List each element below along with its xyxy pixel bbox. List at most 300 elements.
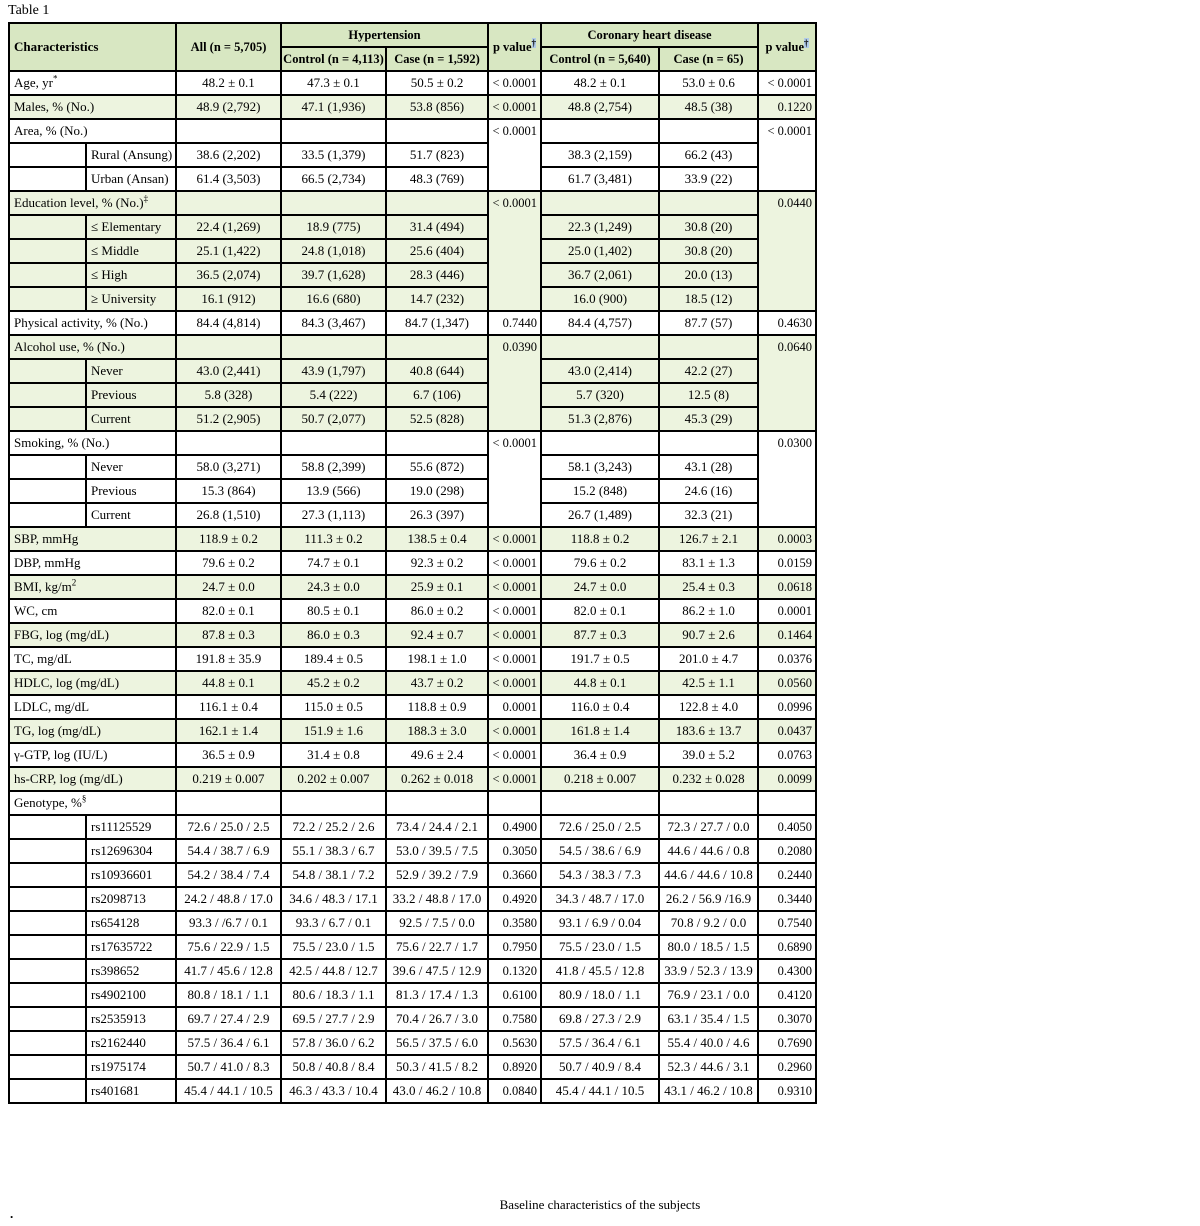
table-row bbox=[9, 455, 816, 479]
cell-all: 43.0 (2,441) bbox=[176, 359, 281, 383]
dagger-icon: † bbox=[804, 37, 809, 48]
cell-ht-case bbox=[386, 431, 488, 455]
row-indent-cell bbox=[9, 287, 86, 311]
cell-chd-control: 41.8 / 45.5 / 12.8 bbox=[541, 959, 659, 983]
row-label: WC, cm bbox=[9, 599, 176, 623]
table-row bbox=[9, 287, 816, 311]
cell-all: 5.8 (328) bbox=[176, 383, 281, 407]
cell-p-value-ht: < 0.0001 bbox=[488, 527, 541, 551]
cell-chd-case: 33.9 / 52.3 / 13.9 bbox=[659, 959, 758, 983]
label-superscript: * bbox=[53, 73, 58, 84]
cell-chd-case: 30.8 (20) bbox=[659, 239, 758, 263]
cell-all: 72.6 / 25.0 / 2.5 bbox=[176, 815, 281, 839]
cell-chd-case: 43.1 (28) bbox=[659, 455, 758, 479]
cell-all: 79.6 ± 0.2 bbox=[176, 551, 281, 575]
row-sublabel: rs2098713 bbox=[86, 887, 176, 911]
cell-chd-case: 126.7 ± 2.1 bbox=[659, 527, 758, 551]
cell-ht-case: 55.6 (872) bbox=[386, 455, 488, 479]
cell-ht-case bbox=[386, 335, 488, 359]
cell-chd-case: 183.6 ± 13.7 bbox=[659, 719, 758, 743]
row-sublabel: ≤ High bbox=[86, 263, 176, 287]
table-row bbox=[9, 959, 816, 983]
cell-ht-control: 93.3 / 6.7 / 0.1 bbox=[281, 911, 386, 935]
table-row bbox=[9, 407, 816, 431]
cell-ht-case: 40.8 (644) bbox=[386, 359, 488, 383]
cell-all: 191.8 ± 35.9 bbox=[176, 647, 281, 671]
row-label: hs-CRP, log (mg/dL) bbox=[9, 767, 176, 791]
cell-chd-control: 118.8 ± 0.2 bbox=[541, 527, 659, 551]
cell-all: 22.4 (1,269) bbox=[176, 215, 281, 239]
cell-chd-case bbox=[659, 791, 758, 815]
cell-chd-control: 48.8 (2,754) bbox=[541, 95, 659, 119]
p-value-label: p value bbox=[765, 39, 805, 54]
cell-ht-case: 84.7 (1,347) bbox=[386, 311, 488, 335]
row-indent-cell bbox=[9, 935, 86, 959]
cell-p-value-chd: 0.7540 bbox=[758, 911, 816, 935]
cell-chd-control: 50.7 / 40.9 / 8.4 bbox=[541, 1055, 659, 1079]
cell-chd-control: 61.7 (3,481) bbox=[541, 167, 659, 191]
row-indent-cell bbox=[9, 239, 86, 263]
row-sublabel: Previous bbox=[86, 383, 176, 407]
table-row bbox=[9, 815, 816, 839]
cell-chd-control: 54.3 / 38.3 / 7.3 bbox=[541, 863, 659, 887]
cell-ht-control: 24.8 (1,018) bbox=[281, 239, 386, 263]
p-value-label: p value bbox=[492, 39, 532, 54]
cell-p-value-chd: 0.0001 bbox=[758, 599, 816, 623]
cell-all: 0.219 ± 0.007 bbox=[176, 767, 281, 791]
header-ht-control: Control (n = 4,113) bbox=[281, 47, 386, 71]
cell-all: 57.5 / 36.4 / 6.1 bbox=[176, 1031, 281, 1055]
cell-p-value-ht: 0.4920 bbox=[488, 887, 541, 911]
cell-p-value-ht: < 0.0001 bbox=[488, 551, 541, 575]
cell-ht-control: 80.6 / 18.3 / 1.1 bbox=[281, 983, 386, 1007]
table-row bbox=[9, 887, 816, 911]
cell-chd-case: 42.2 (27) bbox=[659, 359, 758, 383]
cell-chd-control: 191.7 ± 0.5 bbox=[541, 647, 659, 671]
table-row bbox=[9, 359, 816, 383]
cell-ht-control: 39.7 (1,628) bbox=[281, 263, 386, 287]
row-indent-cell bbox=[9, 383, 86, 407]
cell-ht-control: 16.6 (680) bbox=[281, 287, 386, 311]
row-indent-cell bbox=[9, 863, 86, 887]
table-row bbox=[9, 599, 816, 623]
cell-chd-case: 76.9 / 23.1 / 0.0 bbox=[659, 983, 758, 1007]
cell-p-value-chd: 0.0560 bbox=[758, 671, 816, 695]
row-indent-cell bbox=[9, 503, 86, 527]
cell-chd-case: 30.8 (20) bbox=[659, 215, 758, 239]
header-hypertension: Hypertension bbox=[281, 23, 488, 47]
cell-p-value-chd: 0.3070 bbox=[758, 1007, 816, 1031]
row-indent-cell bbox=[9, 167, 86, 191]
cell-ht-case: 118.8 ± 0.9 bbox=[386, 695, 488, 719]
cell-ht-control: 50.7 (2,077) bbox=[281, 407, 386, 431]
cell-p-value-chd: 0.0618 bbox=[758, 575, 816, 599]
row-sublabel: Current bbox=[86, 503, 176, 527]
table-row bbox=[9, 1007, 816, 1031]
cell-p-value-chd: 0.0003 bbox=[758, 527, 816, 551]
row-sublabel: rs17635722 bbox=[86, 935, 176, 959]
cell-p-value-ht: < 0.0001 bbox=[488, 431, 541, 527]
row-sublabel: rs2535913 bbox=[86, 1007, 176, 1031]
cell-chd-case: 24.6 (16) bbox=[659, 479, 758, 503]
cell-p-value-ht: 0.5630 bbox=[488, 1031, 541, 1055]
cell-p-value-ht: < 0.0001 bbox=[488, 671, 541, 695]
row-indent-cell bbox=[9, 407, 86, 431]
cell-all: 51.2 (2,905) bbox=[176, 407, 281, 431]
cell-chd-control: 44.8 ± 0.1 bbox=[541, 671, 659, 695]
cell-chd-control: 25.0 (1,402) bbox=[541, 239, 659, 263]
cell-ht-control: 34.6 / 48.3 / 17.1 bbox=[281, 887, 386, 911]
table-row bbox=[9, 311, 816, 335]
cell-p-value-ht: < 0.0001 bbox=[488, 647, 541, 671]
table-row bbox=[9, 791, 816, 815]
row-label: FBG, log (mg/dL) bbox=[9, 623, 176, 647]
cell-ht-case: 48.3 (769) bbox=[386, 167, 488, 191]
cell-p-value-ht bbox=[488, 791, 541, 815]
cell-all: 69.7 / 27.4 / 2.9 bbox=[176, 1007, 281, 1031]
cell-p-value-ht: 0.7580 bbox=[488, 1007, 541, 1031]
header-p-value-chd bbox=[758, 23, 816, 71]
cell-chd-case: 44.6 / 44.6 / 0.8 bbox=[659, 839, 758, 863]
cell-p-value-ht: 0.3050 bbox=[488, 839, 541, 863]
cell-p-value-ht: 0.6100 bbox=[488, 983, 541, 1007]
cell-ht-control: 189.4 ± 0.5 bbox=[281, 647, 386, 671]
cell-ht-control: 31.4 ± 0.8 bbox=[281, 743, 386, 767]
table-row bbox=[9, 503, 816, 527]
row-label: Age, yr* bbox=[9, 71, 176, 95]
row-sublabel: rs2162440 bbox=[86, 1031, 176, 1055]
cell-ht-control: 69.5 / 27.7 / 2.9 bbox=[281, 1007, 386, 1031]
cell-chd-control: 38.3 (2,159) bbox=[541, 143, 659, 167]
cell-p-value-chd: 0.0763 bbox=[758, 743, 816, 767]
cell-ht-control: 27.3 (1,113) bbox=[281, 503, 386, 527]
cell-ht-case: 43.7 ± 0.2 bbox=[386, 671, 488, 695]
cell-chd-control: 16.0 (900) bbox=[541, 287, 659, 311]
cell-chd-control: 84.4 (4,757) bbox=[541, 311, 659, 335]
cell-chd-case: 90.7 ± 2.6 bbox=[659, 623, 758, 647]
row-sublabel: ≥ University bbox=[86, 287, 176, 311]
row-label: Alcohol use, % (No.) bbox=[9, 335, 176, 359]
cell-ht-control: 47.1 (1,936) bbox=[281, 95, 386, 119]
cell-all: 84.4 (4,814) bbox=[176, 311, 281, 335]
cell-all: 45.4 / 44.1 / 10.5 bbox=[176, 1079, 281, 1103]
cell-all: 15.3 (864) bbox=[176, 479, 281, 503]
cell-all: 118.9 ± 0.2 bbox=[176, 527, 281, 551]
cell-p-value-chd: 0.4630 bbox=[758, 311, 816, 335]
cell-chd-case: 70.8 / 9.2 / 0.0 bbox=[659, 911, 758, 935]
header-ht-case: Case (n = 1,592) bbox=[386, 47, 488, 71]
cell-ht-case: 92.4 ± 0.7 bbox=[386, 623, 488, 647]
cell-p-value-ht: 0.0840 bbox=[488, 1079, 541, 1103]
table-row bbox=[9, 671, 816, 695]
cell-chd-control: 0.218 ± 0.007 bbox=[541, 767, 659, 791]
cell-ht-control: 5.4 (222) bbox=[281, 383, 386, 407]
table-row bbox=[9, 479, 816, 503]
table-row bbox=[9, 143, 816, 167]
row-label: TC, mg/dL bbox=[9, 647, 176, 671]
cell-ht-control: 24.3 ± 0.0 bbox=[281, 575, 386, 599]
cell-p-value-ht: < 0.0001 bbox=[488, 743, 541, 767]
table-row bbox=[9, 695, 816, 719]
cell-chd-case: 72.3 / 27.7 / 0.0 bbox=[659, 815, 758, 839]
cell-ht-control: 46.3 / 43.3 / 10.4 bbox=[281, 1079, 386, 1103]
cell-chd-control: 161.8 ± 1.4 bbox=[541, 719, 659, 743]
row-indent-cell bbox=[9, 911, 86, 935]
header-chd-control: Control (n = 5,640) bbox=[541, 47, 659, 71]
cell-all: 24.7 ± 0.0 bbox=[176, 575, 281, 599]
row-label: SBP, mmHg bbox=[9, 527, 176, 551]
table-row bbox=[9, 167, 816, 191]
cell-ht-case: 53.8 (856) bbox=[386, 95, 488, 119]
cell-ht-case bbox=[386, 191, 488, 215]
cell-p-value-chd: 0.0996 bbox=[758, 695, 816, 719]
cell-chd-case: 86.2 ± 1.0 bbox=[659, 599, 758, 623]
cell-chd-control: 34.3 / 48.7 / 17.0 bbox=[541, 887, 659, 911]
cell-all bbox=[176, 119, 281, 143]
row-sublabel: rs4902100 bbox=[86, 983, 176, 1007]
cell-chd-case: 26.2 / 56.9 /16.9 bbox=[659, 887, 758, 911]
table-row bbox=[9, 719, 816, 743]
row-sublabel: rs398652 bbox=[86, 959, 176, 983]
header-all: All (n = 5,705) bbox=[176, 23, 281, 71]
cell-ht-case: 52.9 / 39.2 / 7.9 bbox=[386, 863, 488, 887]
row-sublabel: rs10936601 bbox=[86, 863, 176, 887]
row-sublabel: Previous bbox=[86, 479, 176, 503]
row-sublabel: ≤ Elementary bbox=[86, 215, 176, 239]
cell-chd-control: 58.1 (3,243) bbox=[541, 455, 659, 479]
cell-all bbox=[176, 335, 281, 359]
table-row bbox=[9, 983, 816, 1007]
cell-ht-case: 33.2 / 48.8 / 17.0 bbox=[386, 887, 488, 911]
row-label: γ-GTP, log (IU/L) bbox=[9, 743, 176, 767]
cell-all: 87.8 ± 0.3 bbox=[176, 623, 281, 647]
cell-p-value-chd: 0.4300 bbox=[758, 959, 816, 983]
table-row bbox=[9, 119, 816, 143]
cell-ht-control: 42.5 / 44.8 / 12.7 bbox=[281, 959, 386, 983]
cell-p-value-ht: < 0.0001 bbox=[488, 71, 541, 95]
table-row bbox=[9, 1079, 816, 1103]
cell-ht-control: 55.1 / 38.3 / 6.7 bbox=[281, 839, 386, 863]
cell-ht-case: 53.0 / 39.5 / 7.5 bbox=[386, 839, 488, 863]
cell-p-value-ht: 0.4900 bbox=[488, 815, 541, 839]
table-row bbox=[9, 95, 816, 119]
cell-chd-control: 36.4 ± 0.9 bbox=[541, 743, 659, 767]
row-sublabel: rs1975174 bbox=[86, 1055, 176, 1079]
cell-p-value-ht: < 0.0001 bbox=[488, 719, 541, 743]
stray-period: . bbox=[10, 1206, 14, 1221]
cell-ht-control: 75.5 / 23.0 / 1.5 bbox=[281, 935, 386, 959]
cell-chd-control: 24.7 ± 0.0 bbox=[541, 575, 659, 599]
cell-chd-control: 57.5 / 36.4 / 6.1 bbox=[541, 1031, 659, 1055]
cell-chd-control: 79.6 ± 0.2 bbox=[541, 551, 659, 575]
row-label: TG, log (mg/dL) bbox=[9, 719, 176, 743]
cell-p-value-chd: 0.7690 bbox=[758, 1031, 816, 1055]
cell-ht-control: 74.7 ± 0.1 bbox=[281, 551, 386, 575]
row-label: Education level, % (No.)‡ bbox=[9, 191, 176, 215]
table-header bbox=[9, 23, 816, 71]
cell-chd-control: 54.5 / 38.6 / 6.9 bbox=[541, 839, 659, 863]
cell-ht-control: 115.0 ± 0.5 bbox=[281, 695, 386, 719]
table-row bbox=[9, 71, 816, 95]
table-row bbox=[9, 623, 816, 647]
cell-chd-control bbox=[541, 431, 659, 455]
cell-all: 162.1 ± 1.4 bbox=[176, 719, 281, 743]
cell-ht-control: 13.9 (566) bbox=[281, 479, 386, 503]
cell-all: 38.6 (2,202) bbox=[176, 143, 281, 167]
cell-p-value-chd: 0.0300 bbox=[758, 431, 816, 527]
table-row bbox=[9, 647, 816, 671]
cell-p-value-ht: 0.3660 bbox=[488, 863, 541, 887]
cell-ht-control: 84.3 (3,467) bbox=[281, 311, 386, 335]
cell-ht-control: 72.2 / 25.2 / 2.6 bbox=[281, 815, 386, 839]
cell-all: 80.8 / 18.1 / 1.1 bbox=[176, 983, 281, 1007]
cell-p-value-ht: 0.1320 bbox=[488, 959, 541, 983]
cell-chd-control: 75.5 / 23.0 / 1.5 bbox=[541, 935, 659, 959]
cell-ht-case: 92.5 / 7.5 / 0.0 bbox=[386, 911, 488, 935]
table-row bbox=[9, 911, 816, 935]
row-label: DBP, mmHg bbox=[9, 551, 176, 575]
page-title: Table 1 bbox=[8, 3, 50, 18]
label-superscript: ‡ bbox=[143, 193, 149, 204]
cell-p-value-ht: 0.7950 bbox=[488, 935, 541, 959]
cell-ht-control: 151.9 ± 1.6 bbox=[281, 719, 386, 743]
row-indent-cell bbox=[9, 815, 86, 839]
cell-chd-control bbox=[541, 191, 659, 215]
cell-chd-case: 43.1 / 46.2 / 10.8 bbox=[659, 1079, 758, 1103]
cell-all: 116.1 ± 0.4 bbox=[176, 695, 281, 719]
cell-ht-case: 188.3 ± 3.0 bbox=[386, 719, 488, 743]
cell-chd-case: 48.5 (38) bbox=[659, 95, 758, 119]
cell-chd-control: 116.0 ± 0.4 bbox=[541, 695, 659, 719]
cell-all: 82.0 ± 0.1 bbox=[176, 599, 281, 623]
cell-p-value-chd: 0.9310 bbox=[758, 1079, 816, 1103]
cell-chd-case: 53.0 ± 0.6 bbox=[659, 71, 758, 95]
cell-p-value-chd: 0.6890 bbox=[758, 935, 816, 959]
row-sublabel: Never bbox=[86, 455, 176, 479]
row-indent-cell bbox=[9, 959, 86, 983]
cell-p-value-ht: 0.7440 bbox=[488, 311, 541, 335]
row-indent-cell bbox=[9, 1079, 86, 1103]
row-indent-cell bbox=[9, 359, 86, 383]
table-row bbox=[9, 239, 816, 263]
cell-ht-control: 50.8 / 40.8 / 8.4 bbox=[281, 1055, 386, 1079]
cell-ht-case: 75.6 / 22.7 / 1.7 bbox=[386, 935, 488, 959]
header-characteristics: Characteristics bbox=[9, 23, 176, 71]
cell-p-value-ht: < 0.0001 bbox=[488, 575, 541, 599]
cell-all: 44.8 ± 0.1 bbox=[176, 671, 281, 695]
cell-chd-case: 32.3 (21) bbox=[659, 503, 758, 527]
cell-ht-case: 26.3 (397) bbox=[386, 503, 488, 527]
cell-p-value-chd: 0.2080 bbox=[758, 839, 816, 863]
cell-ht-case: 50.3 / 41.5 / 8.2 bbox=[386, 1055, 488, 1079]
cell-p-value-chd: 0.4120 bbox=[758, 983, 816, 1007]
cell-all: 36.5 (2,074) bbox=[176, 263, 281, 287]
cell-all: 26.8 (1,510) bbox=[176, 503, 281, 527]
row-indent-cell bbox=[9, 1031, 86, 1055]
cell-all: 48.9 (2,792) bbox=[176, 95, 281, 119]
row-indent-cell bbox=[9, 839, 86, 863]
table-row bbox=[9, 935, 816, 959]
cell-chd-case: 45.3 (29) bbox=[659, 407, 758, 431]
cell-ht-case: 28.3 (446) bbox=[386, 263, 488, 287]
cell-chd-case: 0.232 ± 0.028 bbox=[659, 767, 758, 791]
table-row bbox=[9, 1055, 816, 1079]
cell-chd-case bbox=[659, 335, 758, 359]
cell-chd-case: 42.5 ± 1.1 bbox=[659, 671, 758, 695]
cell-p-value-chd: 0.1220 bbox=[758, 95, 816, 119]
cell-chd-case: 39.0 ± 5.2 bbox=[659, 743, 758, 767]
cell-ht-control: 54.8 / 38.1 / 7.2 bbox=[281, 863, 386, 887]
cell-chd-case: 52.3 / 44.6 / 3.1 bbox=[659, 1055, 758, 1079]
cell-all bbox=[176, 191, 281, 215]
cell-chd-control: 82.0 ± 0.1 bbox=[541, 599, 659, 623]
cell-p-value-ht: 0.8920 bbox=[488, 1055, 541, 1079]
cell-ht-control: 80.5 ± 0.1 bbox=[281, 599, 386, 623]
cell-chd-control: 22.3 (1,249) bbox=[541, 215, 659, 239]
cell-ht-case: 86.0 ± 0.2 bbox=[386, 599, 488, 623]
cell-p-value-chd: 0.0437 bbox=[758, 719, 816, 743]
cell-ht-control: 47.3 ± 0.1 bbox=[281, 71, 386, 95]
cell-ht-case: 138.5 ± 0.4 bbox=[386, 527, 488, 551]
cell-ht-case: 0.262 ± 0.018 bbox=[386, 767, 488, 791]
row-label: BMI, $kg/m^2$ bbox=[9, 575, 176, 599]
cell-chd-case: 33.9 (22) bbox=[659, 167, 758, 191]
cell-chd-case: 20.0 (13) bbox=[659, 263, 758, 287]
cell-all: 75.6 / 22.9 / 1.5 bbox=[176, 935, 281, 959]
cell-all: 54.4 / 38.7 / 6.9 bbox=[176, 839, 281, 863]
cell-p-value-chd: 0.0440 bbox=[758, 191, 816, 311]
cell-p-value-chd: 0.2440 bbox=[758, 863, 816, 887]
cell-all: 41.7 / 45.6 / 12.8 bbox=[176, 959, 281, 983]
row-indent-cell bbox=[9, 1007, 86, 1031]
cell-ht-case: 92.3 ± 0.2 bbox=[386, 551, 488, 575]
row-sublabel: Rural (Ansung) bbox=[86, 143, 176, 167]
row-label: Smoking, % (No.) bbox=[9, 431, 176, 455]
cell-ht-control: 0.202 ± 0.007 bbox=[281, 767, 386, 791]
cell-ht-case: 50.5 ± 0.2 bbox=[386, 71, 488, 95]
row-sublabel: rs654128 bbox=[86, 911, 176, 935]
cell-chd-case: 122.8 ± 4.0 bbox=[659, 695, 758, 719]
table-row bbox=[9, 383, 816, 407]
row-sublabel: rs401681 bbox=[86, 1079, 176, 1103]
dagger-icon: † bbox=[531, 37, 537, 48]
row-sublabel: Current bbox=[86, 407, 176, 431]
cell-chd-control: 87.7 ± 0.3 bbox=[541, 623, 659, 647]
cell-ht-control bbox=[281, 431, 386, 455]
cell-ht-case: 25.6 (404) bbox=[386, 239, 488, 263]
cell-p-value-ht: < 0.0001 bbox=[488, 767, 541, 791]
cell-ht-case bbox=[386, 119, 488, 143]
cell-p-value-ht: < 0.0001 bbox=[488, 623, 541, 647]
cell-p-value-ht: < 0.0001 bbox=[488, 599, 541, 623]
cell-ht-case: 52.5 (828) bbox=[386, 407, 488, 431]
cell-chd-case bbox=[659, 431, 758, 455]
cell-ht-control: 58.8 (2,399) bbox=[281, 455, 386, 479]
row-sublabel: ≤ Middle bbox=[86, 239, 176, 263]
cell-chd-case: 18.5 (12) bbox=[659, 287, 758, 311]
row-sublabel: Urban (Ansan) bbox=[86, 167, 176, 191]
table-row bbox=[9, 335, 816, 359]
row-label: LDLC, mg/dL bbox=[9, 695, 176, 719]
row-indent-cell bbox=[9, 215, 86, 239]
cell-ht-case: 198.1 ± 1.0 bbox=[386, 647, 488, 671]
cell-ht-control bbox=[281, 335, 386, 359]
cell-p-value-chd: 0.2960 bbox=[758, 1055, 816, 1079]
cell-chd-control bbox=[541, 119, 659, 143]
cell-ht-control: 111.3 ± 0.2 bbox=[281, 527, 386, 551]
cell-p-value-chd: < 0.0001 bbox=[758, 119, 816, 191]
cell-all: 16.1 (912) bbox=[176, 287, 281, 311]
